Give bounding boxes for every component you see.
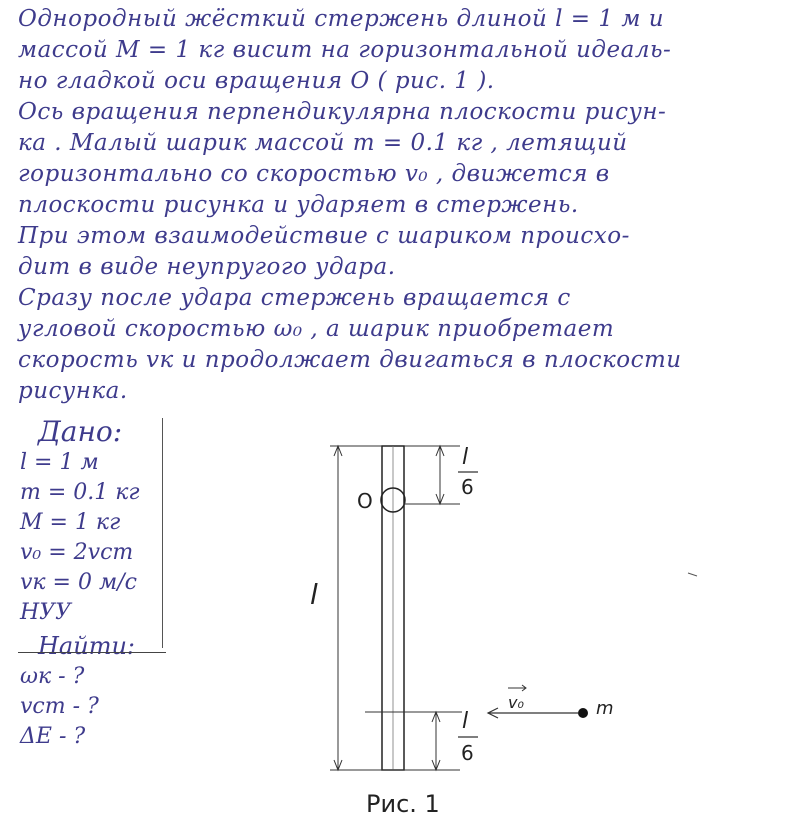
- problem-line: массой M = 1 кг висит на горизонтальной идеаль-: [18, 37, 672, 63]
- length-label: l: [310, 578, 318, 611]
- problem-line: плоскости рисунка и ударяет в стержень.: [18, 192, 579, 218]
- ball: [578, 708, 588, 718]
- ball-label: m: [596, 698, 614, 719]
- problem-line: дит в виде неупругого удара.: [18, 254, 396, 280]
- problem-line: ка . Малый шарик массой m = 0.1 кг , летящий: [18, 130, 628, 156]
- problem-line: скорость vк и продолжает двигаться в плоскости: [18, 347, 682, 373]
- problem-line: угловой скоростью ω₀ , а шарик приобретает: [18, 316, 615, 342]
- problem-line: Ось вращения перпендикулярна плоскости рисун-: [18, 99, 667, 125]
- find-row: ΔE - ?: [20, 724, 86, 749]
- top-frac-num: l: [462, 445, 469, 470]
- problem-line: рисунка.: [18, 378, 128, 404]
- problem-line: горизонтально со скоростью v₀ , движется в: [18, 161, 610, 187]
- v0-label: v₀: [508, 693, 524, 712]
- problem-line: Однородный жёсткий стержень длиной l = 1 м и: [18, 6, 665, 32]
- find-row: ωк - ?: [20, 664, 85, 689]
- problem-line: но гладкой оси вращения O ( рис. 1 ).: [18, 68, 495, 94]
- stray-mark: [688, 573, 697, 576]
- problem-line: Сразу после удара стержень вращается с: [18, 285, 571, 311]
- top-frac-den: 6: [461, 475, 474, 499]
- given-row: l = 1 м: [20, 450, 99, 475]
- pivot-label: O: [357, 489, 373, 513]
- find-header: Найти:: [38, 632, 135, 660]
- bottom-frac-num: l: [462, 709, 469, 734]
- bottom-frac-den: 6: [461, 741, 474, 765]
- given-row: НУУ: [20, 600, 71, 625]
- given-header: Дано:: [38, 415, 123, 448]
- problem-line: При этом взаимодействие с шариком происхо-: [18, 223, 630, 249]
- given-row: vк = 0 м/с: [20, 570, 137, 595]
- find-row: vст - ?: [20, 694, 99, 719]
- given-row: M = 1 кг: [20, 510, 121, 535]
- given-row: v₀ = 2vст: [20, 540, 134, 565]
- given-row: m = 0.1 кг: [20, 480, 140, 505]
- figure-caption: Рис. 1: [366, 790, 440, 818]
